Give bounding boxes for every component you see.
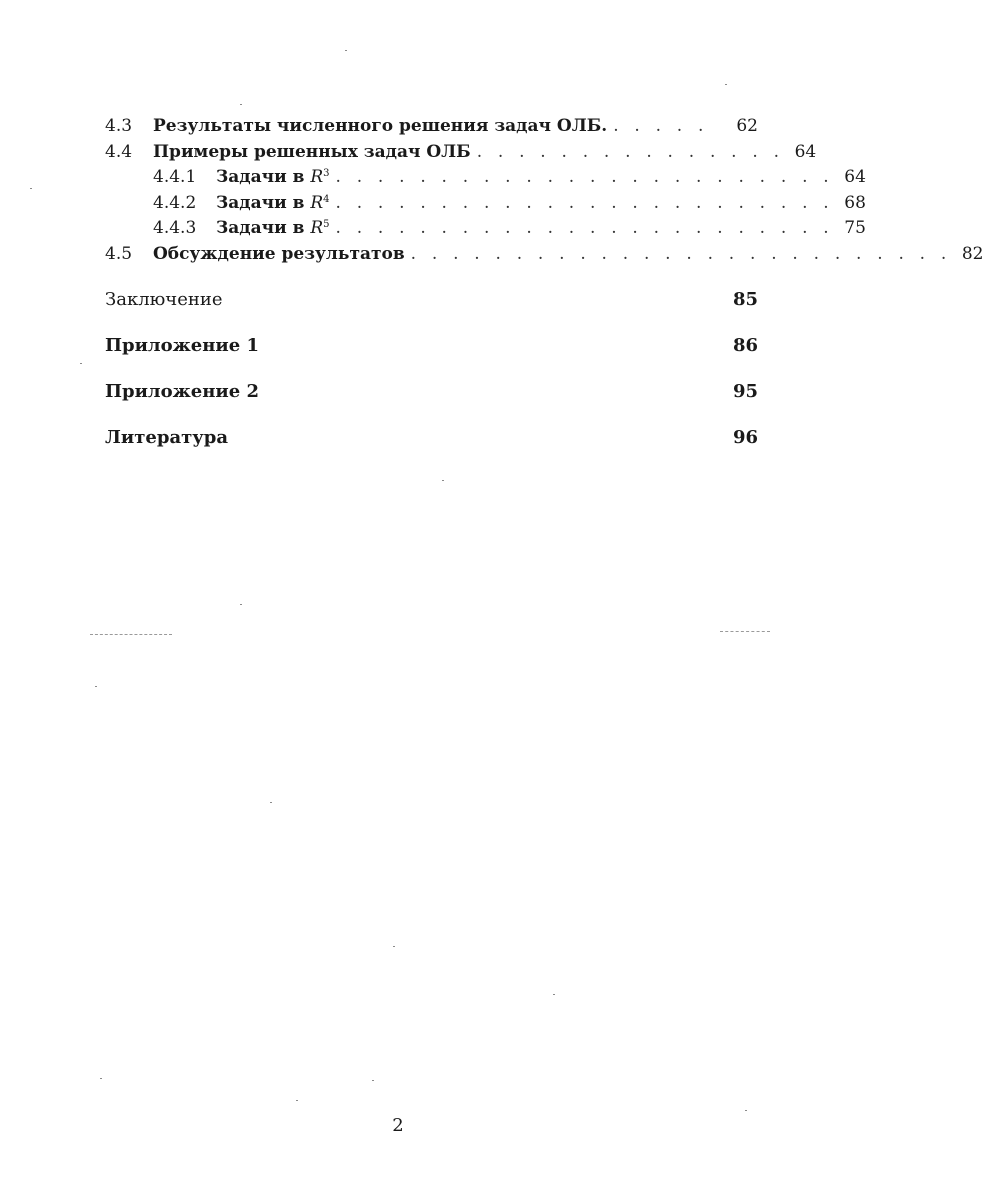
math-exponent: 4 — [323, 193, 330, 205]
scan-speck — [100, 1078, 102, 1079]
toc-entry-page: 64 — [794, 141, 817, 162]
toc-entry-number: 4.4.2 — [153, 192, 197, 213]
toc-leader-dots: . . . . . . . . . . . . . . . . . . . . . . . . . . — [410, 243, 952, 264]
page-number: 2 — [392, 1115, 404, 1136]
scan-speck — [725, 84, 727, 85]
math-exponent: 3 — [323, 168, 330, 179]
toc-chapter-title: Приложение 1 — [105, 335, 260, 356]
scan-speck — [30, 188, 32, 189]
toc-chapter-appendix-2[interactable] — [105, 369, 758, 415]
toc-chapter-conclusion[interactable] — [105, 277, 758, 323]
scan-speck — [372, 1080, 374, 1081]
toc-entry-title — [216, 216, 330, 242]
scan-speck — [240, 604, 242, 605]
table-of-contents — [105, 114, 983, 461]
math-symbol — [310, 193, 329, 213]
scan-speck — [296, 1100, 298, 1101]
toc-entry-page: 82 — [961, 243, 983, 264]
math-symbol — [310, 167, 329, 187]
toc-chapter-title: Приложение 2 — [105, 381, 260, 402]
toc-entry-page: 64 — [844, 167, 866, 187]
toc-entry-page: 75 — [844, 218, 866, 238]
toc-entry-title — [216, 191, 330, 217]
toc-chapter-page: 95 — [732, 381, 758, 402]
toc-entry-title-text: Задачи в — [216, 167, 305, 187]
toc-entry-number: 4.4.3 — [153, 218, 197, 238]
scan-dashed-line — [90, 634, 172, 636]
toc-leader-dots: . . . . . . . . . . . . . . . . . . . . . . . . — [335, 192, 834, 213]
toc-entry-number: 4.3 — [105, 116, 133, 136]
toc-chapter-appendix-1[interactable] — [105, 323, 758, 369]
toc-leader-dots: . . . . . . . . . . . . . . . . . . . . . . . . — [335, 167, 834, 187]
toc-entry-4-4-2[interactable] — [105, 191, 866, 217]
toc-leader-dots: . . . . . . . . . . . . . . . — [476, 141, 785, 162]
toc-chapter-literature[interactable] — [105, 415, 758, 461]
scan-speck — [345, 50, 347, 51]
toc-leader-dots: . . . . . . . . . . . . . . . . . . . . . . . . — [335, 218, 834, 238]
toc-leader-dots: . . . . . — [613, 116, 709, 136]
toc-chapter-page: 86 — [732, 335, 758, 356]
scan-speck — [80, 363, 82, 364]
toc-entry-title-text: Задачи в — [216, 218, 305, 238]
math-base: R — [310, 192, 324, 213]
toc-chapter-page: 96 — [732, 427, 758, 448]
toc-entry-number: 4.4.1 — [153, 167, 197, 187]
toc-entry-page: 68 — [844, 192, 866, 213]
toc-entry-page: 62 — [736, 116, 758, 136]
toc-entry-title: Обсуждение результатов — [153, 243, 405, 264]
math-exponent: 5 — [323, 219, 330, 230]
scan-speck — [393, 946, 395, 947]
scan-dashed-line — [720, 631, 770, 633]
math-symbol — [310, 218, 329, 238]
toc-chapter-title: Литература — [105, 427, 229, 448]
toc-entry-title: Примеры решенных задач ОЛБ — [153, 141, 471, 162]
scan-speck — [553, 994, 555, 995]
toc-entry-4-3[interactable] — [105, 114, 758, 140]
toc-entry-number: 4.4 — [105, 141, 133, 162]
toc-entry-4-5[interactable] — [105, 242, 983, 268]
toc-entry-4-4-3[interactable] — [105, 216, 866, 242]
scan-speck — [240, 104, 242, 105]
toc-entry-title-text: Задачи в — [216, 192, 305, 213]
toc-entry-title — [216, 165, 330, 191]
scan-speck — [270, 802, 272, 803]
toc-entry-title: Результаты численного решения задач ОЛБ. — [153, 116, 608, 136]
toc-entry-4-4-1[interactable] — [105, 165, 866, 191]
toc-chapter-title: Заключение — [105, 289, 223, 310]
math-base: R — [310, 218, 324, 238]
toc-entry-4-4[interactable] — [105, 140, 817, 166]
scan-speck — [745, 1110, 747, 1111]
scan-speck — [95, 686, 97, 687]
math-base: R — [310, 167, 324, 187]
toc-entry-number: 4.5 — [105, 243, 133, 264]
toc-chapter-page: 85 — [732, 289, 758, 310]
scan-speck — [442, 480, 444, 481]
